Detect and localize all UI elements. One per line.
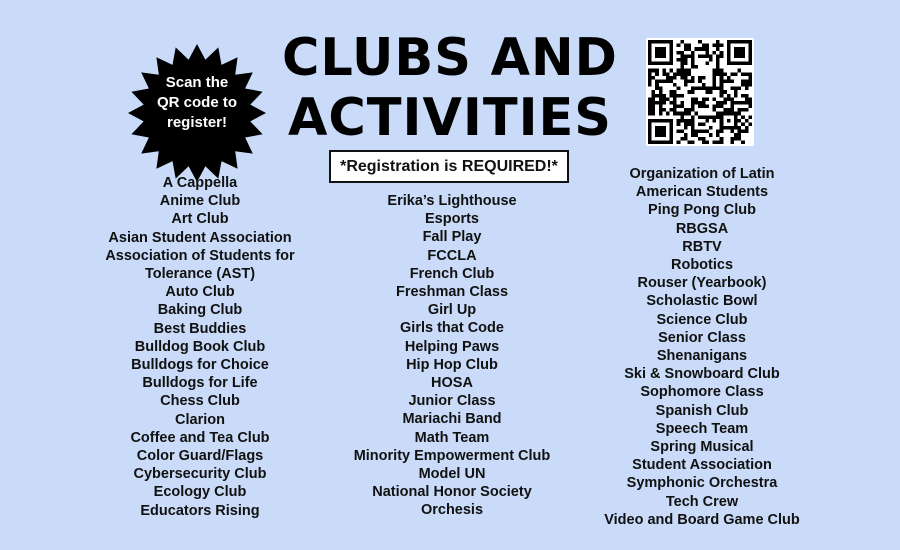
list-item: Bulldogs for Choice [131,357,269,374]
list-item: Freshman Class [395,284,509,301]
list-item: Anime Club [159,193,241,210]
qr-code-icon[interactable] [646,38,754,146]
list-item: Coffee and Tea Club [130,429,270,446]
list-item: Shenanigans [656,348,748,365]
list-item: Symphonic Orchestra [626,475,778,492]
list-item: Model UN [418,466,486,483]
list-item: Bulldog Book Club [134,338,266,355]
badge-line-3: register! [166,114,228,131]
list-item: Auto Club [165,284,235,301]
list-item: RBTV [682,238,722,255]
list-item: Clarion [175,411,225,428]
list-item: French Club [409,265,495,282]
list-item: Hip Hop Club [406,356,498,373]
list-item: Video and Board Game Club [604,511,800,528]
qr-code-graphic [648,40,752,144]
list-item: HOSA [431,375,473,392]
list-item: Ecology Club [153,484,247,501]
list-item: Speech Team [655,420,749,437]
list-item: Tech Crew [665,493,739,510]
list-item: Math Team [414,429,490,446]
list-item: Helping Paws [404,338,500,355]
list-item: Ski & Snowboard Club [624,366,780,383]
list-item: Rouser (Yearbook) [637,275,767,292]
list-item: FCCLA [427,247,477,264]
list-item: Fall Play [422,229,482,246]
list-item: Best Buddies [153,320,247,337]
list-item: Esports [425,211,479,228]
list-item: Color Guard/Flags [136,448,264,465]
list-item: Association of Students for [105,247,295,264]
list-item: Senior Class [658,329,746,346]
list-item: Student Association [632,457,772,474]
list-item: Minority Empowerment Club [353,447,551,464]
list-item: Tolerance (AST) [144,266,256,283]
list-item: Spanish Club [655,402,749,419]
list-item: Educators Rising [140,502,260,519]
list-item: Girls that Code [400,320,504,337]
list-item: Bulldogs for Life [142,375,258,392]
list-item: Erika’s Lighthouse [387,193,517,209]
list-item: Science Club [656,311,748,328]
list-item: Asian Student Association [108,229,292,246]
page-title [274,28,627,148]
badge-text [147,73,247,133]
list-item: Robotics [670,257,734,274]
list-item: Ping Pong Club [648,202,756,219]
list-item: Mariachi Band [402,411,502,428]
list-item: RBGSA [675,220,729,237]
list-item: Junior Class [408,393,496,410]
list-item: A Cappella [162,175,238,191]
list-item: Spring Musical [650,439,754,456]
starburst-badge [127,43,267,183]
club-list-column-1 [75,174,325,520]
club-list-column-2 [322,192,582,520]
title-line-1: CLUBS AND [282,28,618,88]
list-item: Cybersecurity Club [133,466,267,483]
list-item: Orchesis [420,502,484,519]
list-item: Art Club [171,211,229,228]
badge-line-1: Scan the [165,74,229,91]
list-item: Chess Club [160,393,240,410]
list-item: Organization of Latin [629,166,775,182]
list-item: Scholastic Bowl [646,293,758,310]
club-list-column-3 [577,165,827,529]
title-line-2: ACTIVITIES [287,88,612,148]
badge-line-2: QR code to [156,94,237,111]
list-item: Sophomore Class [640,384,764,401]
list-item: American Students [635,184,769,201]
list-item: Girl Up [427,302,477,319]
list-item: National Honor Society [372,484,532,501]
list-item: Baking Club [157,302,243,319]
registration-note: *Registration is REQUIRED!* [329,150,569,183]
